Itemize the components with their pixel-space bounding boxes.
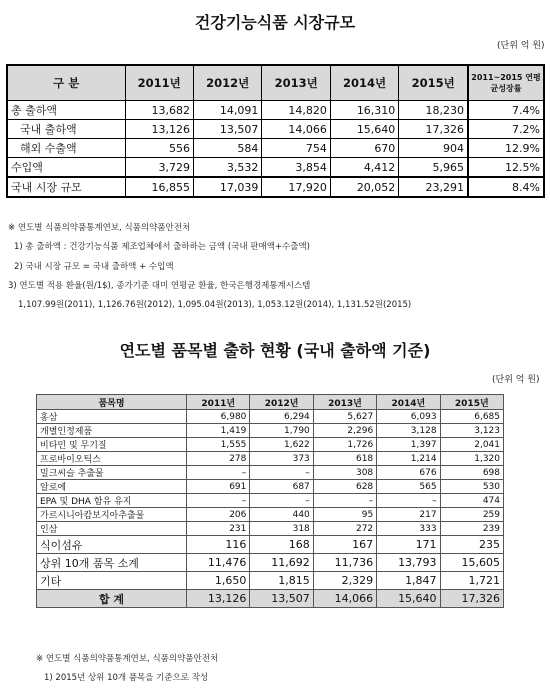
cell-value: 6,294 [250, 410, 313, 424]
cell-value: 11,736 [313, 554, 376, 572]
cell-value: 13,126 [187, 590, 250, 608]
cell-value: 278 [187, 452, 250, 466]
header-year: 2012년 [193, 65, 261, 101]
cell-value: 1,397 [377, 438, 440, 452]
table-row-total [37, 590, 504, 608]
header-year: 2015년 [399, 65, 468, 101]
row-label: 해외 수출액 [7, 139, 125, 158]
cell-value: 16,855 [125, 177, 193, 197]
table-row [37, 424, 504, 438]
cell-value: 618 [313, 452, 376, 466]
cell-value: 167 [313, 536, 376, 554]
cell-value: 206 [187, 508, 250, 522]
cell-value: 1,815 [250, 572, 313, 590]
cell-value: 754 [262, 139, 330, 158]
row-label: 밀크씨슬 추출물 [37, 466, 187, 480]
table-row [37, 494, 504, 508]
table-row [7, 120, 544, 139]
cell-value: 13,793 [377, 554, 440, 572]
row-label: 합 계 [37, 590, 187, 608]
cell-value: 670 [330, 139, 398, 158]
footnote: 1) 2015년 상위 10개 품목을 기준으로 작성 [44, 673, 209, 683]
table-row [37, 536, 504, 554]
footnote: 2) 국내 시장 규모 = 국내 출하액 + 수입액 [14, 262, 174, 272]
cell-value: 2,296 [313, 424, 376, 438]
cell-rate: 12.9% [468, 139, 544, 158]
cell-value: 14,091 [193, 101, 261, 120]
cell-value: 628 [313, 480, 376, 494]
cell-value: 11,692 [250, 554, 313, 572]
header-product: 품목명 [37, 395, 187, 410]
cell-value: 17,326 [440, 590, 503, 608]
cell-value: 1,650 [187, 572, 250, 590]
product-shipment-table [36, 394, 504, 608]
cell-value: 13,507 [250, 590, 313, 608]
cell-value: – [250, 494, 313, 508]
market-size-table [6, 64, 545, 198]
cell-value: 17,326 [399, 120, 468, 139]
header-year: 2013년 [313, 395, 376, 410]
cell-value: 18,230 [399, 101, 468, 120]
cell-value: – [313, 494, 376, 508]
cell-value: 171 [377, 536, 440, 554]
cell-value: 1,847 [377, 572, 440, 590]
row-label: 총 출하액 [7, 101, 125, 120]
row-label: 프로바이오틱스 [37, 452, 187, 466]
market-size-title: 건강기능식품 시장규모 [194, 13, 356, 32]
cell-value: 272 [313, 522, 376, 536]
cell-value: 6,685 [440, 410, 503, 424]
row-label: 비타민 및 무기질 [37, 438, 187, 452]
cell-value: 1,721 [440, 572, 503, 590]
cell-value: 318 [250, 522, 313, 536]
cell-value: 231 [187, 522, 250, 536]
cell-value: 95 [313, 508, 376, 522]
cell-rate: 8.4% [468, 177, 544, 197]
cell-value: 15,640 [377, 590, 440, 608]
row-label: 가르시니아캄보지아추출물 [37, 508, 187, 522]
cell-value: 17,920 [262, 177, 330, 197]
cell-value: 15,640 [330, 120, 398, 139]
cell-rate: 12.5% [468, 158, 544, 178]
table-row-market-size [7, 177, 544, 197]
cell-value: 235 [440, 536, 503, 554]
table-row [7, 158, 544, 178]
table-row [37, 410, 504, 424]
cell-value: 239 [440, 522, 503, 536]
cell-value: 6,093 [377, 410, 440, 424]
cell-value: 440 [250, 508, 313, 522]
cell-value: 687 [250, 480, 313, 494]
cell-value: 3,854 [262, 158, 330, 178]
header-year: 2013년 [262, 65, 330, 101]
exchange-rate-note: 1,107.99원(2011), 1,126.76원(2012), 1,095.04원(2013), 1,053.12원(2014), 1,131.52원(2015) [18, 300, 412, 310]
table-row [37, 572, 504, 590]
row-label: 홍삼 [37, 410, 187, 424]
cell-rate: 7.2% [468, 120, 544, 139]
cell-value: 4,412 [330, 158, 398, 178]
cell-value: 13,126 [125, 120, 193, 139]
cell-value: 474 [440, 494, 503, 508]
cell-value: 13,682 [125, 101, 193, 120]
cell-value: 1,419 [187, 424, 250, 438]
cell-value: 1,320 [440, 452, 503, 466]
cell-value: 676 [377, 466, 440, 480]
header-year: 2011년 [187, 395, 250, 410]
cell-value: 14,820 [262, 101, 330, 120]
cell-value: 17,039 [193, 177, 261, 197]
cell-value: 15,605 [440, 554, 503, 572]
cell-value: 168 [250, 536, 313, 554]
cell-value: 3,729 [125, 158, 193, 178]
cell-value: 6,980 [187, 410, 250, 424]
header-year: 2011년 [125, 65, 193, 101]
cell-value: 333 [377, 522, 440, 536]
header-year: 2014년 [330, 65, 398, 101]
cell-value: 565 [377, 480, 440, 494]
source-note: ※ 연도별 식품의약품통계연보, 식품의약품안전처 [8, 223, 191, 233]
cell-value: – [187, 494, 250, 508]
table-row [37, 438, 504, 452]
cell-value: 1,214 [377, 452, 440, 466]
header-row [37, 395, 504, 410]
table-row [37, 508, 504, 522]
table-row [37, 480, 504, 494]
cell-value: 904 [399, 139, 468, 158]
table-row [37, 452, 504, 466]
row-label: 상위 10개 품목 소계 [37, 554, 187, 572]
cell-value: 14,066 [313, 590, 376, 608]
cell-value: 13,507 [193, 120, 261, 139]
cell-value: 23,291 [399, 177, 468, 197]
cell-value: 698 [440, 466, 503, 480]
cell-value: 14,066 [262, 120, 330, 139]
cell-value: 1,726 [313, 438, 376, 452]
cell-value: 1,555 [187, 438, 250, 452]
header-growth-rate: 2011~2015 연평균성장률 [468, 65, 544, 101]
source-note: ※ 연도별 식품의약품통계연보, 식품의약품안전처 [36, 654, 219, 664]
row-label: EPA 및 DHA 함유 유지 [37, 494, 187, 508]
shipment-status-title: 연도별 품목별 출하 현황 (국내 출하액 기준) [119, 341, 431, 360]
footnote: 1) 총 출하액 : 건강기능식품 제조업체에서 출하하는 금액 (국내 판매액+수출액) [14, 242, 310, 252]
cell-value: 3,532 [193, 158, 261, 178]
row-label: 개별인정제품 [37, 424, 187, 438]
cell-value: 1,790 [250, 424, 313, 438]
cell-value: 1,622 [250, 438, 313, 452]
cell-value: 217 [377, 508, 440, 522]
cell-value: – [250, 466, 313, 480]
footnote: 3) 연도별 적용 환율(원/1$), 종가기준 대미 연평균 환율, 한국은행경제통계시스템 [8, 281, 311, 291]
unit-label: (단위 억 원) [497, 41, 545, 51]
row-label: 국내 출하액 [7, 120, 125, 139]
cell-value: 116 [187, 536, 250, 554]
table-row [37, 554, 504, 572]
cell-rate: 7.4% [468, 101, 544, 120]
unit-label: (단위 억 원) [492, 375, 540, 385]
header-year: 2014년 [377, 395, 440, 410]
cell-value: 2,329 [313, 572, 376, 590]
row-label: 수입액 [7, 158, 125, 178]
cell-value: 259 [440, 508, 503, 522]
cell-value: 308 [313, 466, 376, 480]
cell-value: 5,965 [399, 158, 468, 178]
cell-value: 5,627 [313, 410, 376, 424]
header-year: 2015년 [440, 395, 503, 410]
row-label: 인삼 [37, 522, 187, 536]
cell-value: 16,310 [330, 101, 398, 120]
table-row [7, 139, 544, 158]
cell-value: 373 [250, 452, 313, 466]
header-year: 2012년 [250, 395, 313, 410]
table-row [37, 466, 504, 480]
header-row [7, 65, 544, 101]
cell-value: 20,052 [330, 177, 398, 197]
cell-value: 3,128 [377, 424, 440, 438]
row-label: 알로에 [37, 480, 187, 494]
cell-value: – [187, 466, 250, 480]
cell-value: 530 [440, 480, 503, 494]
cell-value: 3,123 [440, 424, 503, 438]
table-row [37, 522, 504, 536]
cell-value: 2,041 [440, 438, 503, 452]
cell-value: – [377, 494, 440, 508]
header-category: 구 분 [7, 65, 125, 101]
row-label: 기타 [37, 572, 187, 590]
cell-value: 691 [187, 480, 250, 494]
cell-value: 556 [125, 139, 193, 158]
cell-value: 584 [193, 139, 261, 158]
row-label: 식이섬유 [37, 536, 187, 554]
table-row [7, 101, 544, 120]
cell-value: 11,476 [187, 554, 250, 572]
row-label: 국내 시장 규모 [7, 177, 125, 197]
